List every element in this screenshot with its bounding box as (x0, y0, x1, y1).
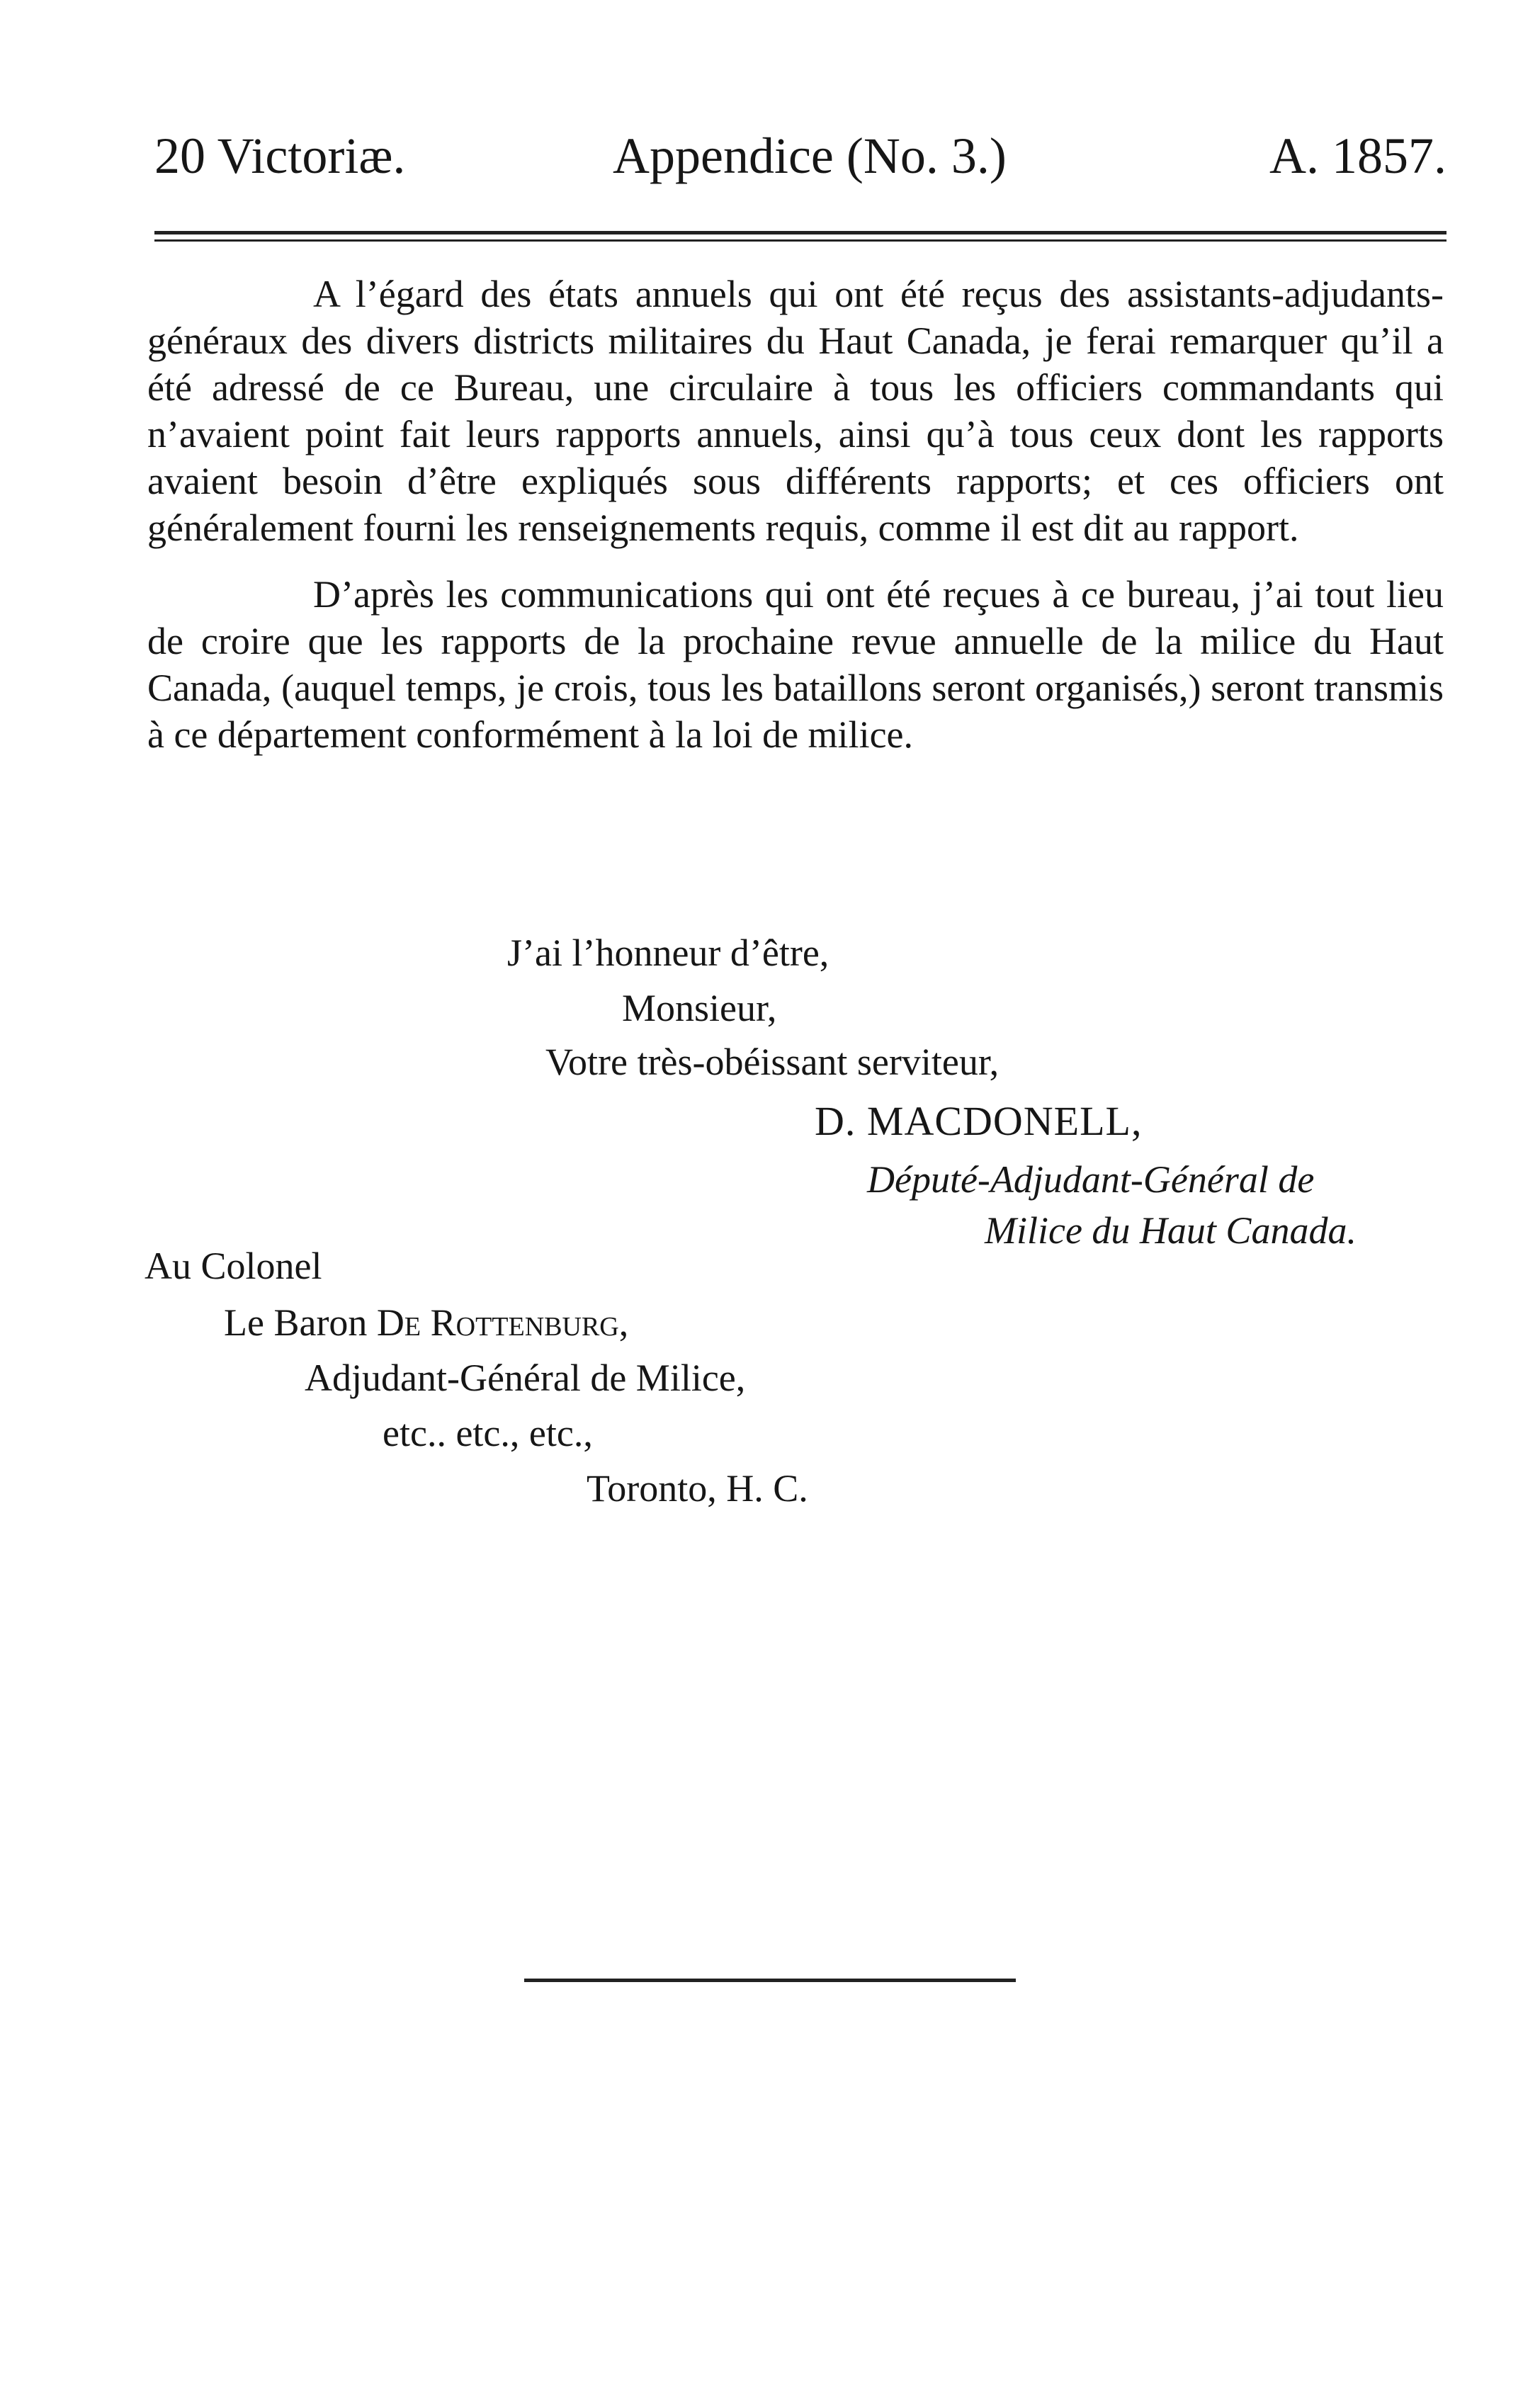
letter-body (147, 271, 1444, 758)
header-rule-top (154, 231, 1446, 234)
addressee-line-3: Adjudant-Général de Milice, (305, 1357, 746, 1399)
closing-line-3: Votre très-obéissant serviteur, (545, 1041, 1000, 1083)
header-year: A. 1857. (1269, 128, 1446, 184)
addressee-line-4: etc.. etc., etc., (383, 1412, 593, 1454)
header-session: 20 Victoriæ. (154, 128, 406, 184)
end-rule (524, 1979, 1016, 1982)
paragraph-1: A l’égard des états annuels qui ont été reçus des assistants-adjudants-généraux des divers districts militaires du Haut Canada, je ferai remarquer qu’il a été adressé de ce Bureau, une circulaire à tous les officiers commandants qui n’avaient point fait leurs rapports annuels, ainsi qu’à tous ceux dont les rapports avaient besoin d’être expliqués sous différents rapports; et ces officiers ont généralement fourni les renseignements requis, comme il est dit au rapport. (147, 273, 1444, 549)
addressee-line-1: Au Colonel (145, 1245, 322, 1287)
addressee-line-5: Toronto, H. C. (587, 1467, 808, 1510)
header-appendix: Appendice (No. 3.) (613, 128, 1007, 184)
closing-line-1: J’ai l’honneur d’être, (507, 932, 830, 974)
header-rule-bottom (154, 239, 1446, 242)
signature-title-1: Député-Adjudant-Général de (867, 1158, 1315, 1201)
closing-line-2: Monsieur, (622, 987, 777, 1029)
page-header (154, 120, 1446, 191)
paragraph-2: D’après les communications qui ont été reçues à ce bureau, j’ai tout lieu de croire que les rapports de la prochaine revue annuelle de la milice du Haut Canada, (auquel temps, je crois, tous les bataillons seront organisés,) seront transmis à ce département conformément à la loi de milice. (147, 573, 1444, 756)
signature-title-2: Milice du Haut Canada. (985, 1209, 1357, 1252)
signature-name: D. MACDONELL, (815, 1098, 1143, 1144)
addressee-prefix: Le Baron (224, 1301, 377, 1344)
addressee-name: De Rottenburg, (376, 1301, 629, 1344)
addressee-line-2 (224, 1299, 628, 1346)
